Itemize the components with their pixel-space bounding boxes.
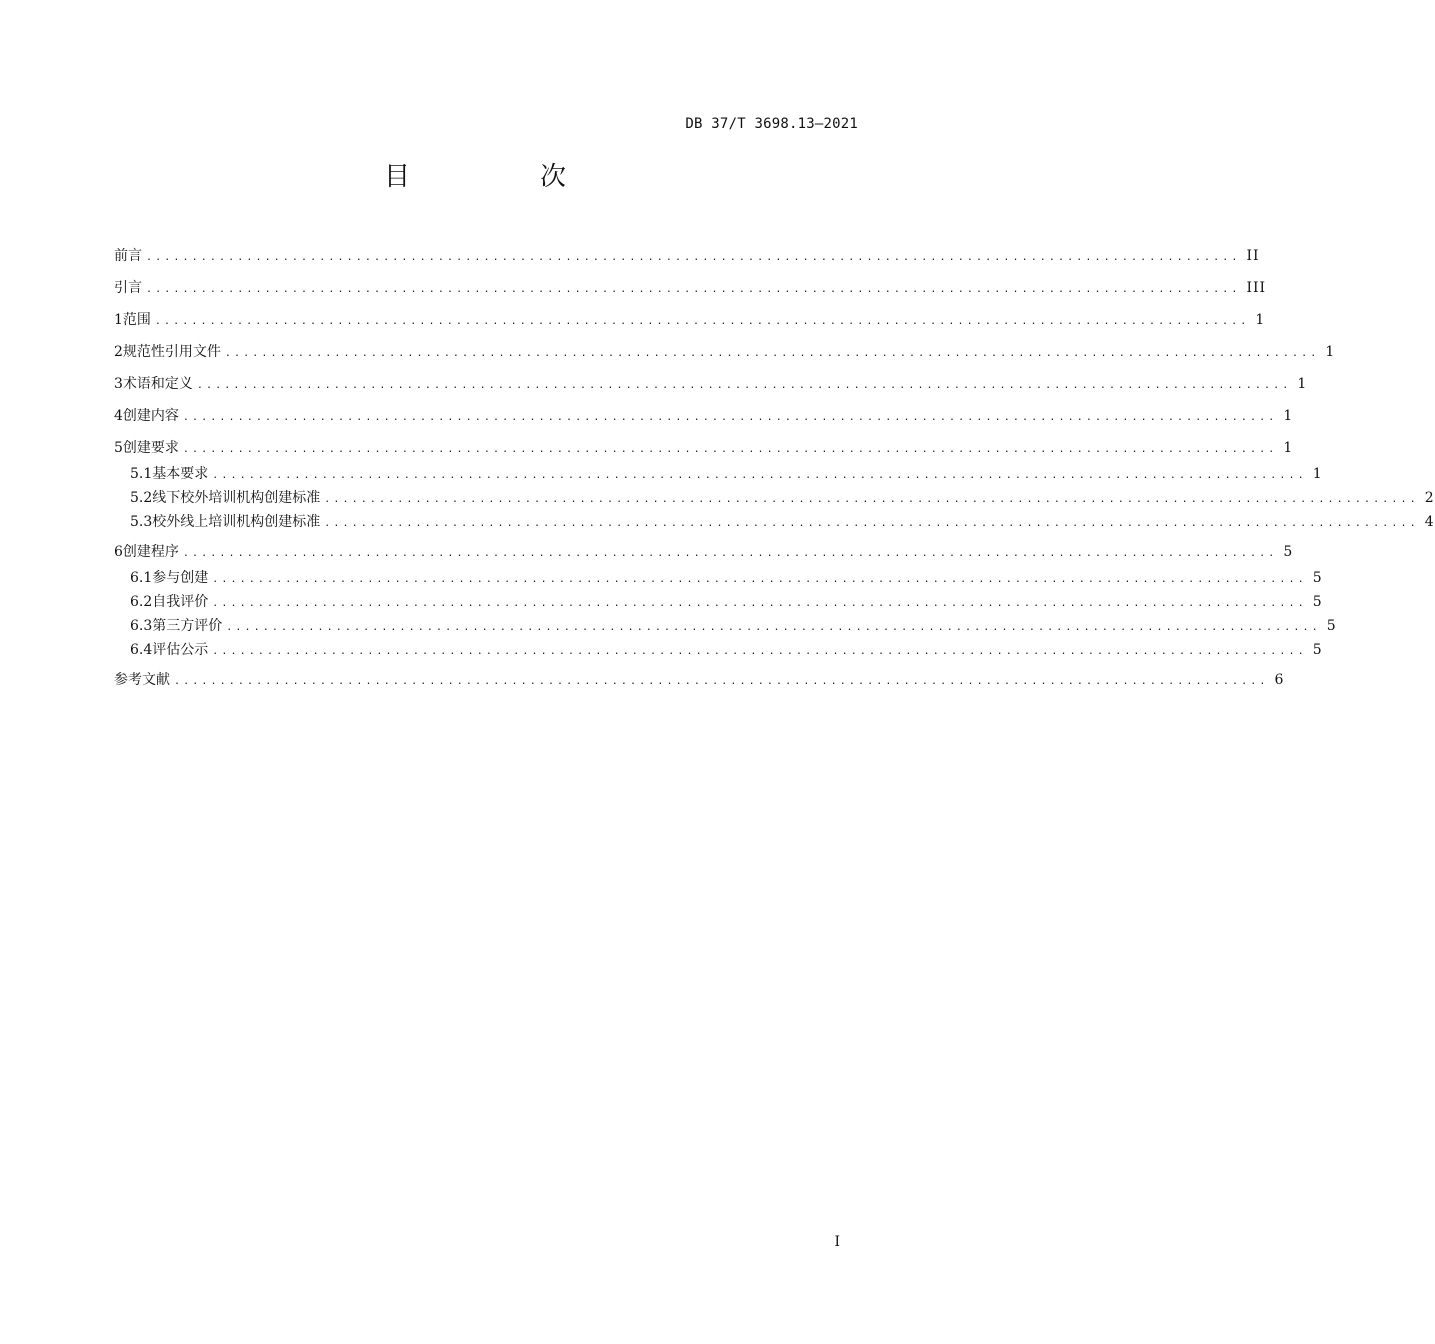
- toc-entry-label: 创建内容: [122, 408, 179, 424]
- toc-entry-page: 1: [1297, 376, 1308, 392]
- toc-entry-label: 第三方评价: [152, 618, 223, 634]
- toc-subentry-basic-requirements[interactable]: [114, 462, 1323, 486]
- toc-entry-label: 参考文献: [114, 672, 170, 688]
- toc-subentry-online-standards[interactable]: [114, 510, 1435, 534]
- toc-leader-dots: ........................................................................................................................: [174, 676, 1269, 687]
- toc-entry-number: 6.4: [130, 642, 153, 658]
- toc-subentry-participation[interactable]: [114, 566, 1323, 590]
- toc-entry-label: 范围: [122, 312, 151, 328]
- toc-entry-number: 5.2: [130, 490, 153, 506]
- toc-entry-label: 创建程序: [122, 544, 179, 560]
- page-title: 目 次: [383, 162, 618, 192]
- toc-entry-number: 5.1: [130, 466, 153, 482]
- toc-entry-page: II: [1246, 248, 1260, 264]
- toc-entry-scope[interactable]: [114, 308, 1266, 340]
- document-number: DB 37/T 3698.13—2021: [685, 116, 858, 132]
- toc-entry-label: 前言: [114, 248, 142, 264]
- toc-entry-number: 6: [114, 544, 123, 560]
- toc-subentry-assessment-publicity[interactable]: [114, 638, 1323, 662]
- toc-entry-page: 1: [1255, 312, 1266, 328]
- toc-entry-page: III: [1246, 280, 1267, 296]
- toc-leader-dots: ........................................................................................................................: [196, 380, 1292, 391]
- toc-entry-label: 自我评价: [152, 594, 209, 610]
- toc-entry-page: 1: [1325, 344, 1336, 360]
- toc-entry-number: 6.2: [130, 594, 153, 610]
- toc-entry-label: 线下校外培训机构创建标准: [152, 490, 321, 506]
- toc-leader-dots: ........................................................................................................................: [212, 574, 1307, 585]
- page-number: I: [834, 1234, 840, 1250]
- toc-entry-label: 评估公示: [152, 642, 209, 658]
- toc-entry-terms-definitions[interactable]: [114, 372, 1308, 404]
- toc-subentry-third-party-evaluation[interactable]: [114, 614, 1337, 638]
- toc-entry-page: 5: [1283, 544, 1294, 560]
- toc-entry-number: 1: [114, 312, 123, 328]
- toc-entry-label: 引言: [114, 280, 142, 296]
- toc-entry-page: 5: [1312, 594, 1323, 610]
- toc-entry-number: 5: [114, 440, 123, 456]
- toc-entry-page: 5: [1326, 618, 1337, 634]
- toc-entry-creation-requirements[interactable]: [114, 436, 1294, 462]
- toc-leader-dots: ........................................................................................................................: [212, 470, 1307, 481]
- toc-leader-dots: ........................................................................................................................: [154, 316, 1250, 327]
- table-of-contents: [114, 244, 1435, 700]
- toc-entry-creation-content[interactable]: [114, 404, 1294, 436]
- toc-leader-dots: ........................................................................................................................: [182, 444, 1278, 455]
- toc-leader-dots: ........................................................................................................................: [226, 622, 1321, 633]
- toc-entry-number: 3: [114, 376, 123, 392]
- toc-entry-page: 2: [1424, 490, 1435, 506]
- toc-entry-number: 5.3: [130, 514, 153, 530]
- toc-leader-dots: ........................................................................................................................: [146, 284, 1241, 295]
- toc-entry-label: 基本要求: [152, 466, 209, 482]
- toc-entry-number: 4: [114, 408, 123, 424]
- toc-entry-preface[interactable]: [114, 244, 1260, 276]
- toc-leader-dots: ........................................................................................................................: [224, 348, 1320, 359]
- toc-entry-page: 5: [1312, 642, 1323, 658]
- toc-entry-page: 4: [1424, 514, 1435, 530]
- toc-entry-number: 6.1: [130, 570, 153, 586]
- toc-subentry-self-evaluation[interactable]: [114, 590, 1323, 614]
- toc-subentry-offline-standards[interactable]: [114, 486, 1435, 510]
- toc-entry-number: 2: [114, 344, 123, 360]
- toc-entry-label: 校外线上培训机构创建标准: [152, 514, 321, 530]
- toc-entry-label: 规范性引用文件: [122, 344, 221, 360]
- toc-leader-dots: ........................................................................................................................: [324, 518, 1419, 529]
- toc-leader-dots: ........................................................................................................................: [212, 598, 1307, 609]
- toc-entry-page: 6: [1274, 672, 1285, 688]
- toc-entry-number: 6.3: [130, 618, 153, 634]
- toc-entry-label: 创建要求: [122, 440, 179, 456]
- toc-entry-normative-references[interactable]: [114, 340, 1336, 372]
- toc-entry-creation-procedure[interactable]: [114, 540, 1294, 566]
- toc-entry-introduction[interactable]: [114, 276, 1267, 308]
- toc-entry-label: 术语和定义: [122, 376, 193, 392]
- toc-entry-label: 参与创建: [152, 570, 209, 586]
- toc-entry-page: 5: [1312, 570, 1323, 586]
- toc-entry-page: 1: [1283, 408, 1294, 424]
- toc-leader-dots: ........................................................................................................................: [146, 252, 1241, 263]
- toc-leader-dots: ........................................................................................................................: [212, 646, 1307, 657]
- toc-leader-dots: ........................................................................................................................: [182, 548, 1278, 559]
- toc-leader-dots: ........................................................................................................................: [324, 494, 1419, 505]
- toc-entry-page: 1: [1312, 466, 1323, 482]
- toc-entry-page: 1: [1283, 440, 1294, 456]
- toc-leader-dots: ........................................................................................................................: [182, 412, 1278, 423]
- toc-entry-bibliography[interactable]: [114, 668, 1285, 700]
